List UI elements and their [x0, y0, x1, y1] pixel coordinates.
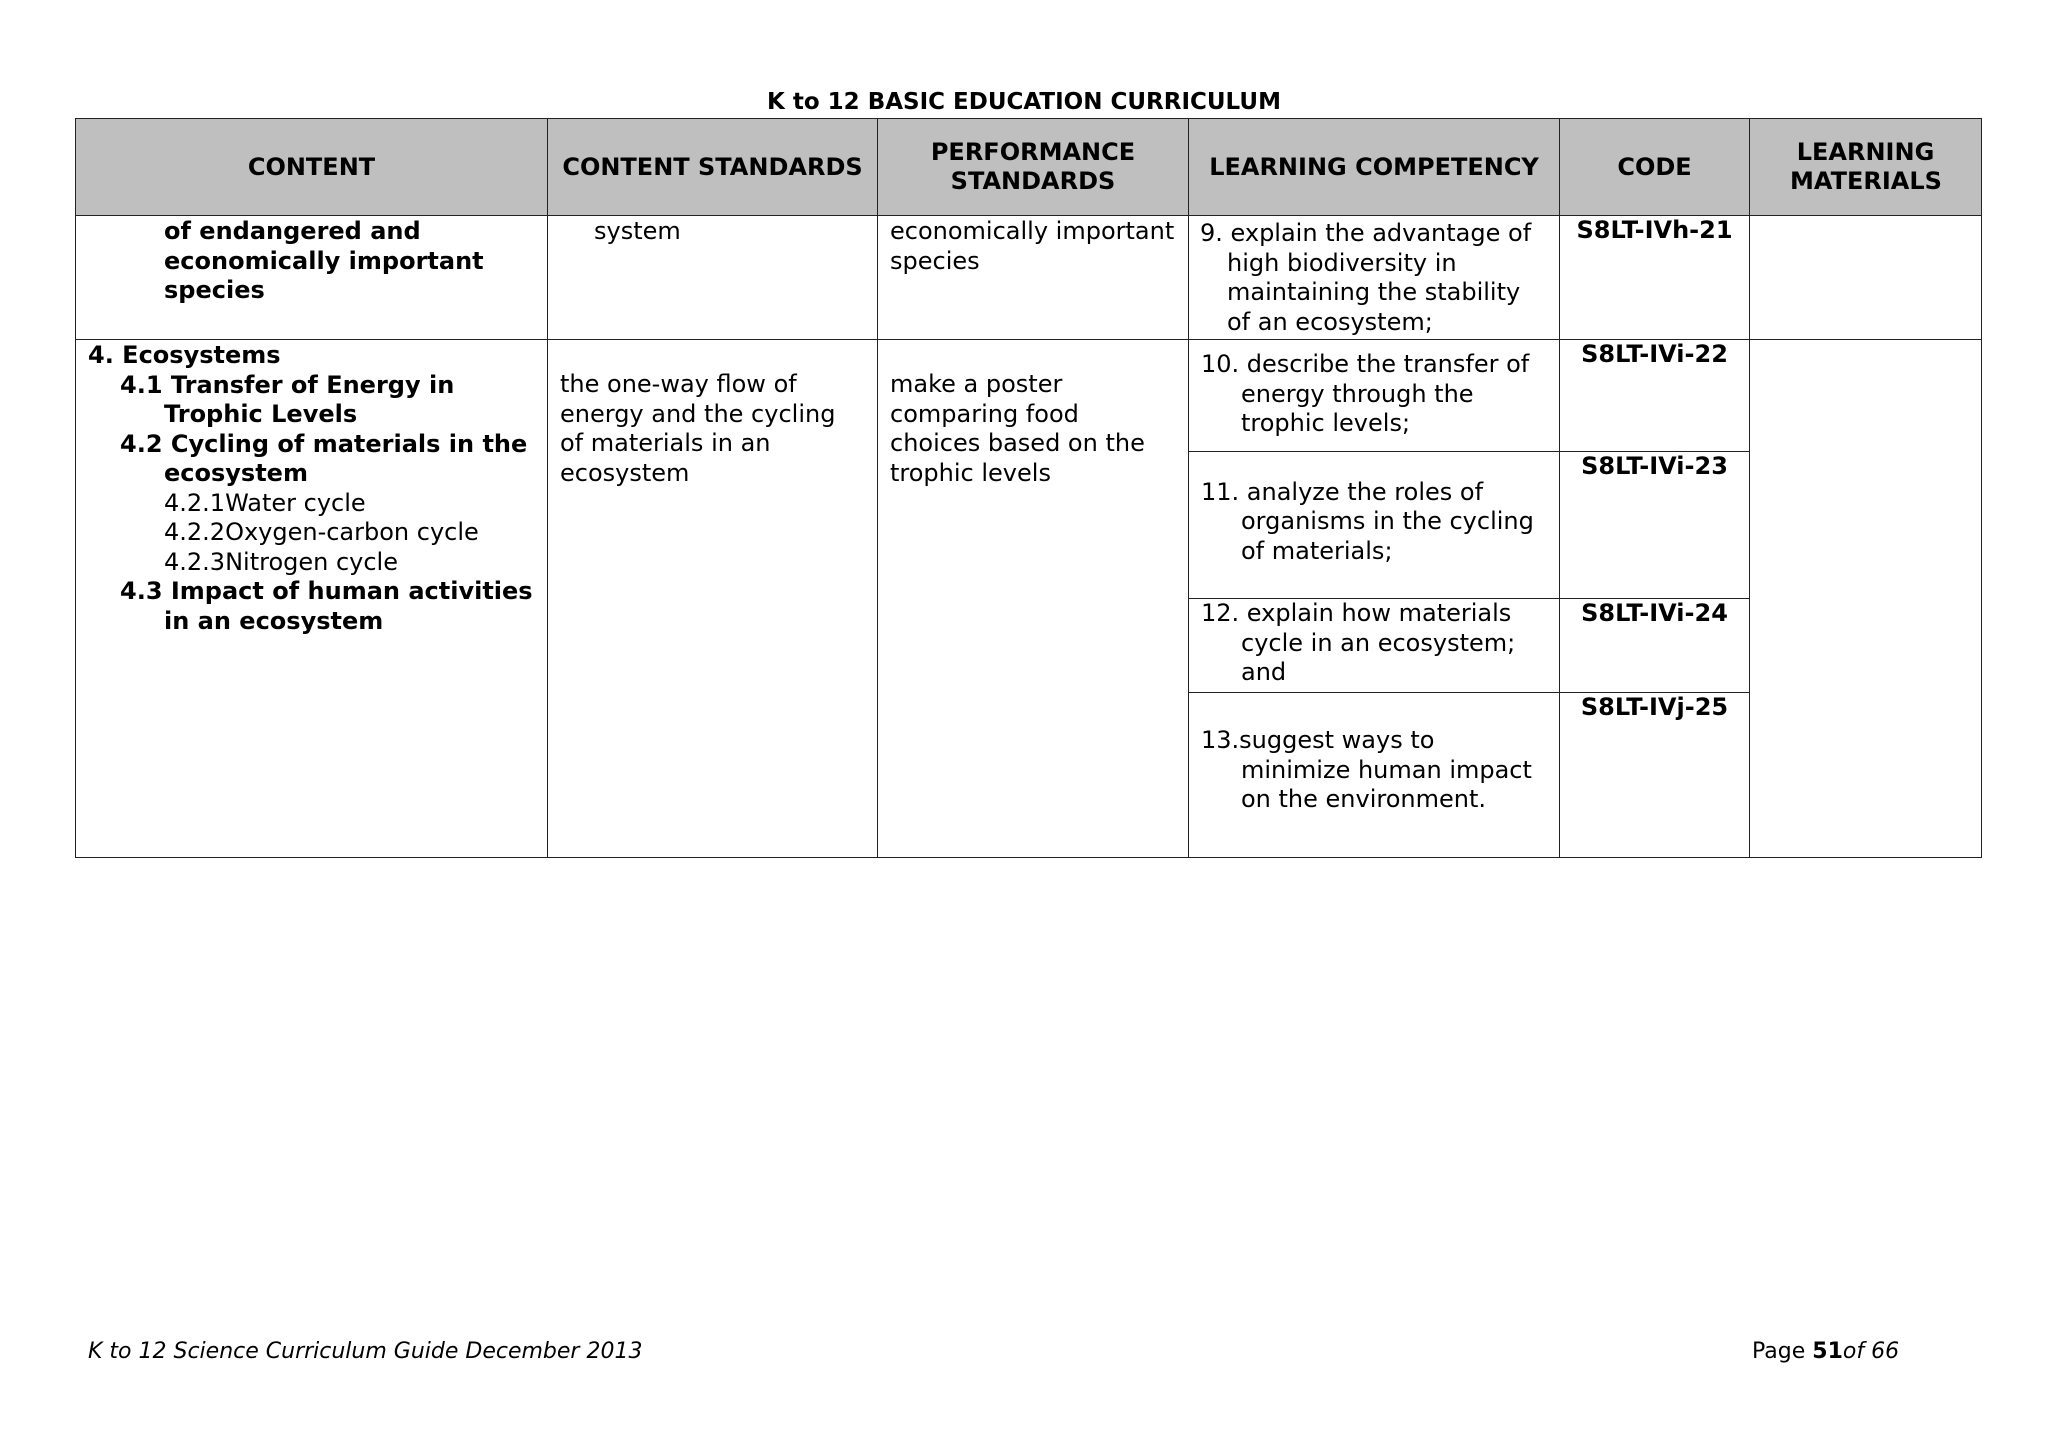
curriculum-table — [75, 118, 1982, 858]
page-total: of 66 — [1842, 1339, 1900, 1364]
materials-cell — [1750, 340, 1982, 858]
subtopic: 4.2 Cycling of materials in the ecosystem — [120, 429, 528, 487]
competency-text: 10. describe the transfer of energy through the trophic levels; — [1201, 350, 1530, 437]
content-standards-cell — [548, 340, 878, 858]
performance-line: species — [890, 246, 980, 275]
content-standards-text: the one-way flow of energy and the cycling of materials in an ecosystem — [560, 370, 836, 487]
header-code: CODE — [1560, 119, 1750, 216]
performance-standards-text: make a poster comparing food choices based on the trophic levels — [890, 370, 1145, 487]
table-row — [76, 216, 1982, 340]
table-row — [76, 340, 1982, 452]
performance-standards-cell — [878, 340, 1189, 858]
subtopic-item: 4.2.1Water cycle — [164, 488, 366, 517]
document-title: K to 12 BASIC EDUCATION CURRICULUM — [767, 89, 1281, 115]
page-current: 51 — [1812, 1339, 1843, 1364]
header-learning-materials: LEARNING MATERIALS — [1750, 119, 1982, 216]
competency-text: 9. explain the advantage of high biodiversity in maintaining the stability of an ecosystem; — [1200, 219, 1532, 336]
competency-cell — [1189, 216, 1560, 340]
page-prefix: Page — [1752, 1339, 1813, 1364]
competency-text: 11. analyze the roles of organisms in the cycling of materials; — [1201, 477, 1534, 565]
content-standards-text: system — [594, 217, 681, 245]
header-row — [76, 119, 1982, 216]
competency-cell — [1189, 599, 1560, 693]
content-line: of endangered and — [164, 217, 421, 245]
topic-heading: 4. Ecosystems — [88, 341, 281, 369]
subtopic-item: 4.2.3Nitrogen cycle — [164, 547, 398, 576]
competency-cell — [1189, 340, 1560, 452]
header-learning-competency: LEARNING COMPETENCY — [1189, 119, 1560, 216]
content-line: species — [164, 276, 265, 304]
code-cell: S8LT-IVi-22 — [1560, 340, 1750, 452]
code-cell: S8LT-IVj-25 — [1560, 692, 1750, 857]
competency-cell — [1189, 692, 1560, 857]
performance-line: economically important — [890, 217, 1175, 245]
performance-standards-cell — [878, 216, 1189, 340]
content-cell — [76, 216, 548, 340]
footer-guide-title: K to 12 Science Curriculum Guide December 2013 — [88, 1339, 643, 1364]
code-cell: S8LT-IVi-23 — [1560, 452, 1750, 599]
competency-text: 12. explain how materials cycle in an ecosystem; and — [1201, 599, 1516, 686]
content-standards-cell — [548, 216, 878, 340]
materials-cell — [1750, 216, 1982, 340]
subtopic: 4.3 Impact of human activities in an ecosystem — [120, 577, 533, 635]
content-line: economically important — [164, 246, 484, 275]
competency-cell — [1189, 452, 1560, 599]
subtopic: 4.1 Transfer of Energy in Trophic Levels — [120, 370, 455, 428]
code-cell: S8LT-IVh-21 — [1560, 216, 1750, 340]
header-content-standards: CONTENT STANDARDS — [548, 119, 878, 216]
code-cell: S8LT-IVi-24 — [1560, 599, 1750, 693]
subtopic-item: 4.2.2Oxygen-carbon cycle — [164, 518, 479, 546]
header-performance-standards: PERFORMANCE STANDARDS — [878, 119, 1189, 216]
competency-text: 13.suggest ways to minimize human impact on the environment. — [1201, 726, 1532, 814]
content-cell — [76, 340, 548, 858]
header-content: CONTENT — [76, 119, 548, 216]
page-number — [1752, 1338, 1899, 1366]
